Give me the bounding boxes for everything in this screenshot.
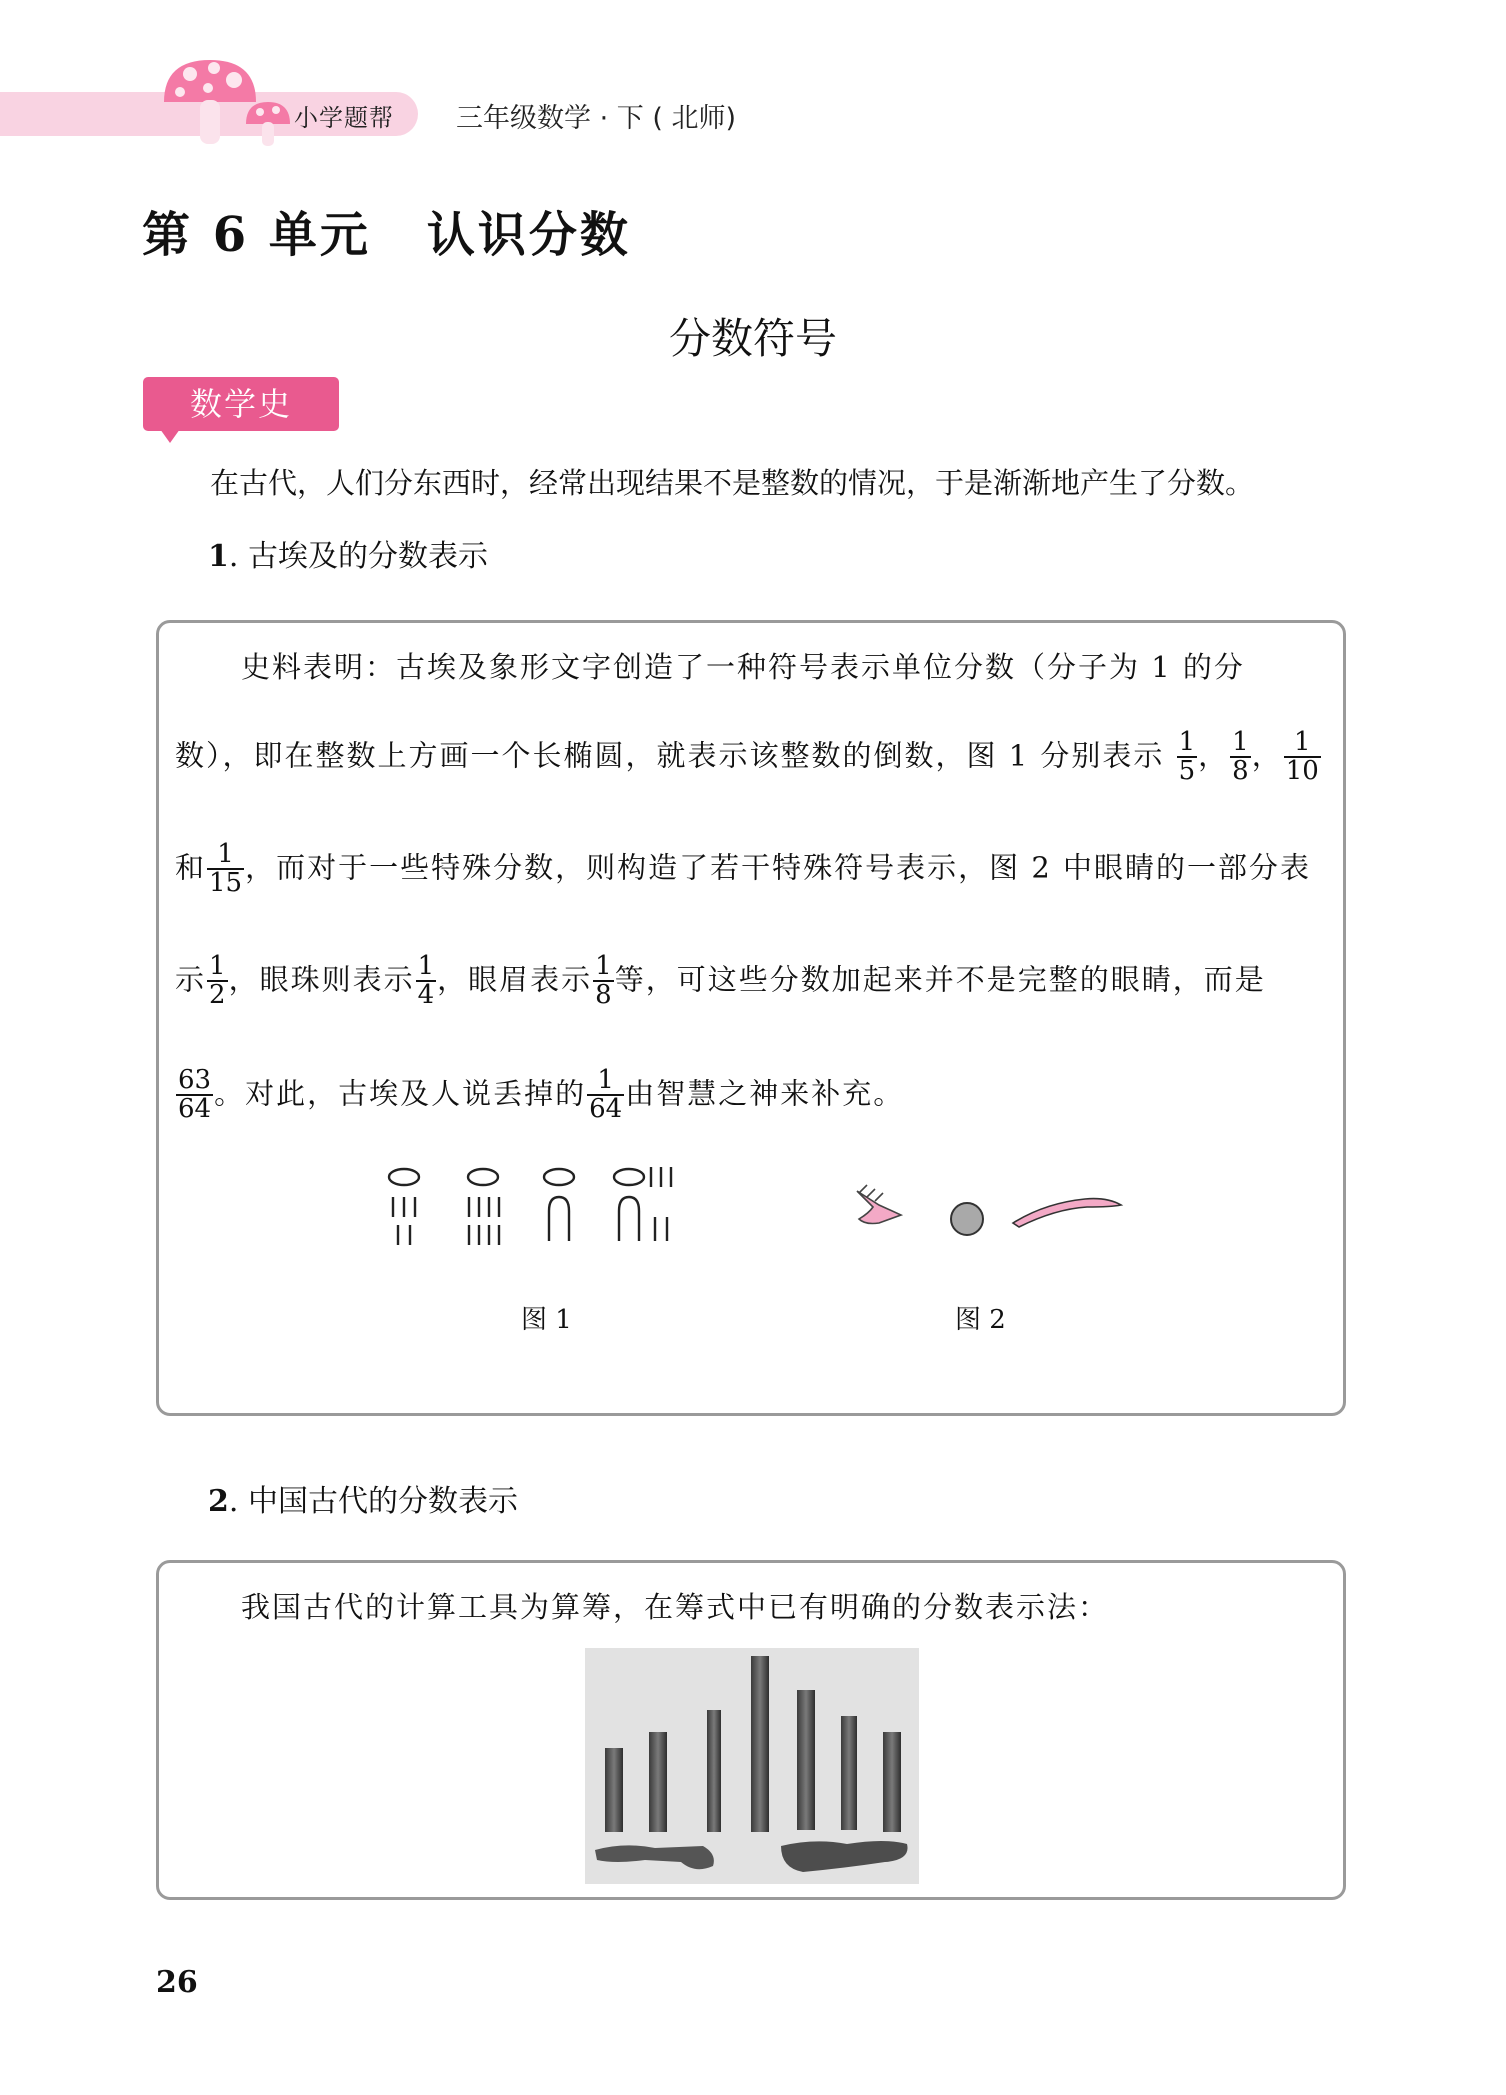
fraction-1-4: $\frac{1}{4}$ xyxy=(417,951,435,1011)
mushroom-logo-icon xyxy=(150,52,300,152)
figure-2-caption: 图 2 xyxy=(955,1305,1006,1335)
box1-line-2: 数），即在整数上方画一个长椭圆，就表示该整数的倒数，图 1 分别表示 $\frac{1}{5}$ ， $\frac{1}{8}$ ， $\frac{1}{10}$ xyxy=(175,727,1319,787)
counting-rods-photo xyxy=(585,1648,919,1884)
fraction-1-2: $\frac{1}{2}$ xyxy=(209,951,226,1011)
part2-heading xyxy=(208,1476,518,1520)
badge-tail xyxy=(160,429,180,443)
part1-heading-text: . 古埃及的分数表示 xyxy=(228,539,488,574)
unit-number-label: 第 6 单元 xyxy=(142,207,371,263)
egypt-history-box xyxy=(156,620,1346,1416)
box1-line-2-text: 数），即在整数上方画一个长椭圆，就表示该整数的倒数，图 1 分别表示 xyxy=(175,738,1165,773)
fraction-1-10: $\frac{1}{10}$ xyxy=(1285,727,1319,787)
eye-of-horus-parts xyxy=(849,1179,1139,1249)
part2-heading-text: . 中国古代的分数表示 xyxy=(228,1484,518,1519)
page-number: 26 xyxy=(156,1965,198,2000)
box1-line-3: 和 $\frac{1}{15}$ ，而对于一些特殊分数，则构造了若干特殊符号表示，图 2 中眼睛的一部分表 xyxy=(175,839,1311,899)
box1-line-4: 示 $\frac{1}{2}$ ，眼珠则表示 $\frac{1}{4}$ ，眼眉表示 $\frac{1}{8}$ 等，可这些分数加起来并不是完整的眼睛，而是 xyxy=(175,951,1266,1011)
fraction-1-8: $\frac{1}{8}$ xyxy=(1232,727,1249,787)
part1-heading-number: 1 xyxy=(208,539,229,574)
book-title: 三年级数学 · 下 ( 北师) xyxy=(456,103,736,134)
fraction-1-8-eyebrow: $\frac{1}{8}$ xyxy=(595,951,612,1011)
counting-rods-image xyxy=(585,1648,919,1884)
box1-line-5: $\frac{63}{64}$ 。对此，古埃及人说丢掉的 $\frac{1}{64}$ 由智慧之神来补充。 xyxy=(178,1065,905,1125)
fraction-1-5: $\frac{1}{5}$ xyxy=(1178,727,1196,787)
lesson-title: 分数符号 xyxy=(668,314,837,363)
egyptian-fraction-glyphs xyxy=(379,1161,699,1261)
unit-title xyxy=(142,196,631,265)
figure-1-caption: 图 1 xyxy=(521,1305,572,1335)
unit-name: 认识分数 xyxy=(426,207,631,263)
part2-heading-number: 2 xyxy=(208,1484,229,1519)
box1-line-1: 史料表明：古埃及象形文字创造了一种符号表示单位分数（分子为 1 的分 xyxy=(241,650,1245,684)
box2-line-1: 我国古代的计算工具为算筹，在筹式中已有明确的分数表示法： xyxy=(241,1590,1110,1624)
part1-heading xyxy=(208,531,488,575)
fraction-1-15: $\frac{1}{15}$ xyxy=(209,839,243,899)
section-badge: 数学史 xyxy=(143,377,339,431)
intro-paragraph: 在古代，人们分东西时，经常出现结果不是整数的情况，于是渐渐地产生了分数。 xyxy=(210,466,1255,500)
fraction-63-64: $\frac{63}{64}$ xyxy=(178,1065,212,1125)
brand-name: 小学题帮 xyxy=(294,104,394,132)
fraction-1-64: $\frac{1}{64}$ xyxy=(589,1065,623,1125)
